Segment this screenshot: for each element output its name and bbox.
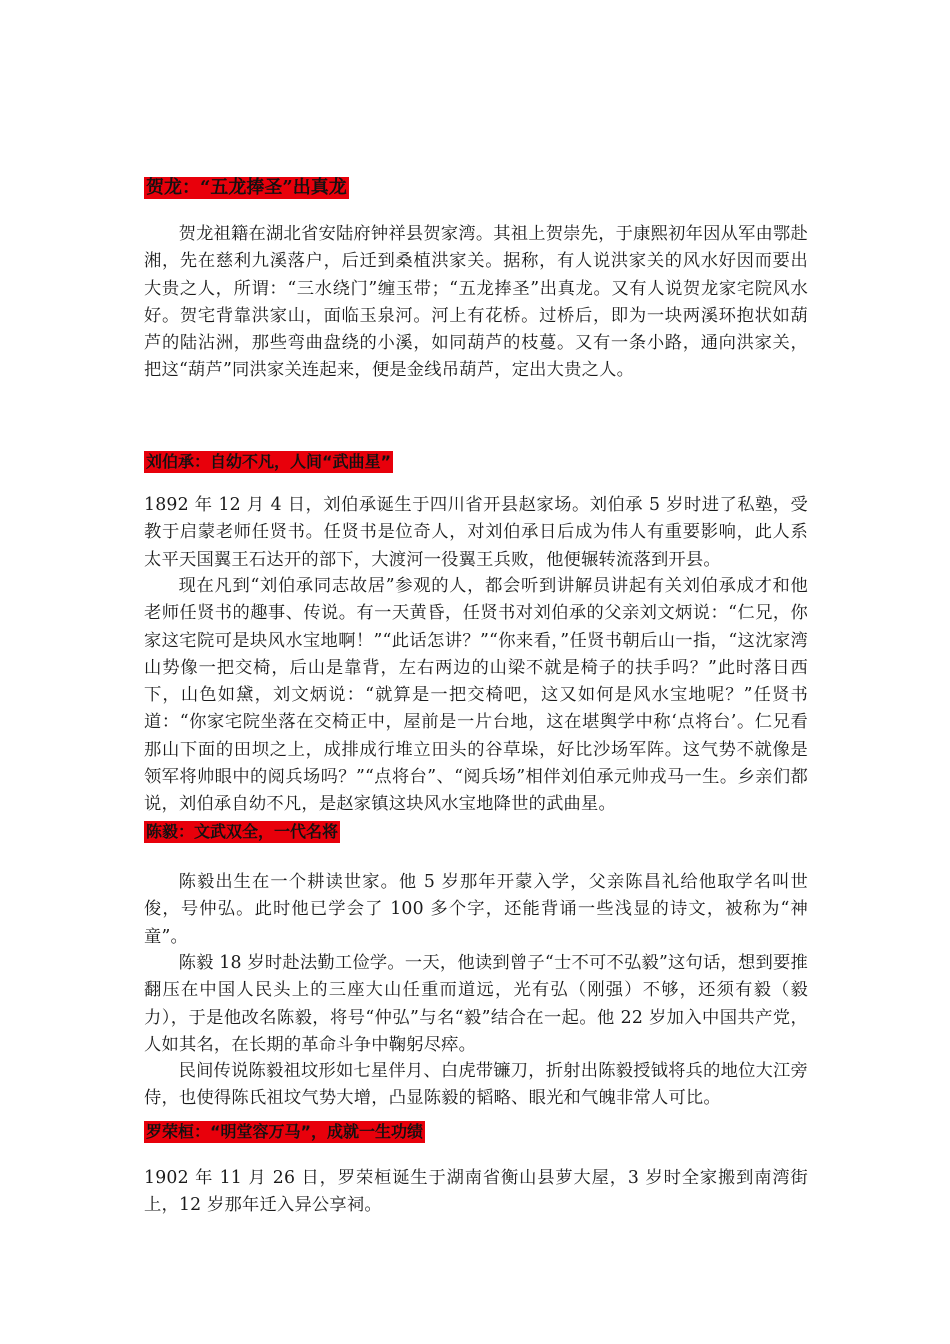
paragraph-luo-ronghuan-1: 1902 年 11 月 26 日，罗荣桓诞生于湖南省衡山县萝大屋，3 岁时全家搬到南湾街上，12 岁那年迁入异公享祠。 [144,1168,808,1216]
paragraph-liu-bocheng-2: 现在凡到“刘伯承同志故居”参观的人，都会听到讲解员讲起有关刘伯承成才和他老师任贤书的趣事、传说。有一天黄昏，任贤书对刘伯承的父亲刘文炳说：“仁兄，你家这宅院可是块风水宝地啊！”“此话怎讲？”“你来看，”任贤书朝后山一指，“这沈家湾山势像一把交椅，后山是靠背，左右两边的山梁不就是椅子的扶手吗？”此时落日西下，山色如黛，刘文炳说：“就算是一把交椅吧，这又如何是风水宝地呢？”任贤书道：“你家宅院坐落在交椅正中，屋前是一片台地，这在堪舆学中称‘点将台’。仁兄看那山下面的田坝之上，成排成行堆立田头的谷草垛，好比沙场军阵。这气势不就像是领军将帅眼中的阅兵场吗？”“点将台”、“阅兵场”相伴刘伯承元帅戎马一生。乡亲们都说，刘伯承自幼不凡，是赵家镇这块风水宝地降世的武曲星。 [144,576,808,815]
paragraph-chen-yi-3: 民间传说陈毅祖坟形如七星伴月、白虎带镰刀，折射出陈毅授钺将兵的地位大江旁侍，也使得陈氏祖坟气势大增，凸显陈毅的韬略、眼光和气魄非常人可比。 [144,1061,808,1109]
heading-he-long: 贺龙：“五龙捧圣”出真龙 [146,177,347,198]
heading-chen-yi: 陈毅：文武双全，一代名将 [146,822,339,841]
paragraph-chen-yi-1: 陈毅出生在一个耕读世家。他 5 岁那年开蒙入学，父亲陈昌礼给他取学名叫世俊，号仲弘。此时他已学会了 100 多个字，还能背诵一些浅显的诗文，被称为“神童”。 [144,872,808,947]
paragraph-chen-yi-2: 陈毅 18 岁时赴法勤工俭学。一天，他读到曾子“士不可不弘毅”这句话，想到要推翻压在中国人民头上的三座大山任重而道远，光有弘（刚强）不够，还须有毅（毅力），于是他改名陈毅，将号“仲弘”与名“毅”结合在一起。他 22 岁加入中国共产党，人如其名，在长期的革命斗争中鞠躬尽瘁。 [144,953,808,1055]
paragraph-he-long-1: 贺龙祖籍在湖北省安陆府钟祥县贺家湾。其祖上贺崇先，于康熙初年因从军由鄂赴湘，先在慈利九溪落户，后迁到桑植洪家关。据称，有人说洪家关的风水好因而要出大贵之人，所谓：“三水绕门”缠玉带；“五龙捧圣”出真龙。又有人说贺龙家宅院风水好。贺宅背靠洪家山，面临玉泉河。河上有花桥。过桥后，即为一块两溪环抱状如葫芦的陆沾洲，那些弯曲盘绕的小溪，如同葫芦的枝蔓。又有一条小路，通向洪家关，把这“葫芦”同洪家关连起来，便是金线吊葫芦，定出大贵之人。 [144,224,808,381]
heading-luo-ronghuan: 罗荣桓：“明堂容万马”，成就一生功绩 [146,1122,424,1141]
heading-liu-bocheng: 刘伯承：自幼不凡，人间“武曲星” [146,452,392,471]
paragraph-liu-bocheng-1: 1892 年 12 月 4 日，刘伯承诞生于四川省开县赵家场。刘伯承 5 岁时进了私塾，受教于启蒙老师任贤书。任贤书是位奇人，对刘伯承日后成为伟人有重要影响，此人系太平天国翼王石达开的部下，大渡河一役翼王兵败，他便辗转流落到开县。 [144,495,808,570]
